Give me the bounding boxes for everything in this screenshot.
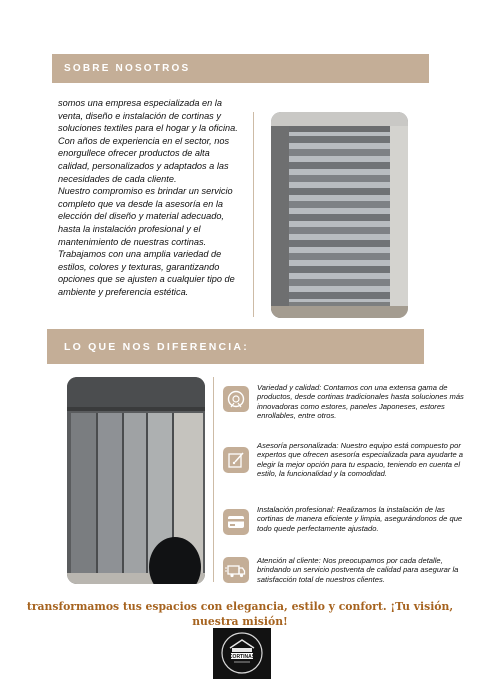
differences-divider: [213, 377, 214, 582]
panel-curtain-photo: [67, 377, 205, 584]
feature-customer-service-text: Atención al cliente: Nos preocupamos por cada detalle, brindando un servicio postventa de calidad para asegurar la satisfacción total de nuestros clientes.: [257, 556, 459, 584]
about-paragraph-1: somos una empresa especializada en la venta, diseño e instalación de cortinas y soluciones textiles para el hogar y la oficina. Con años de experiencia en el sector, nos enorgullece ofrecer productos de alta calidad, personalizados y adaptados a las necesidades de cada cliente.: [58, 98, 238, 184]
blind-stripe: [289, 227, 390, 234]
blind-stripe: [289, 162, 390, 169]
blind-stripe: [289, 136, 390, 143]
about-paragraph-2: Nuestro compromiso es brindar un servicio completo que va desde la asesoría en la elección del diseño y material adecuado, hasta la instalación profesional y el mantenimiento de nuestras cortinas. Trabajamos con una amplia variedad de estilos, colores y texturas, garantizando opciones que se ajusten a cualquier tipo de ambiente y preferencia estética.: [58, 186, 235, 297]
feature-consulting-text: Asesoría personalizada: Nuestro equipo está compuesto por expertos que ofrecen asesoría especializada para ayudarte a elegir la mejor opción para tu espacio, teniendo en cuenta el estilo, la funcionalidad y la comodidad.: [257, 441, 464, 479]
consulting-icon: [223, 447, 249, 473]
blind-stripe: [289, 149, 390, 156]
blind-stripe: [289, 188, 390, 195]
about-heading: SOBRE NOSOTROS: [64, 63, 191, 74]
zebra-blind-photo: [271, 112, 408, 318]
blind-stripe: [289, 253, 390, 260]
variety-quality-icon: [223, 386, 249, 412]
blind-stripe: [289, 201, 390, 208]
feature-installation-text: Instalación profesional: Realizamos la instalación de las cortinas de manera eficiente y limpia, asegurándonos de que todo quede perfectamente ajustado.: [257, 505, 463, 533]
blind-stripe: [289, 214, 390, 221]
blind-stripe: [289, 279, 390, 286]
blind-stripe: [289, 266, 390, 273]
installation-card-icon: [223, 509, 249, 535]
blind-stripe: [289, 292, 390, 299]
blind-stripe: [289, 175, 390, 182]
logo-text: CORTINAS: [228, 654, 256, 660]
delivery-truck-icon: [223, 557, 249, 583]
feature-variety-text: Variedad y calidad: Contamos con una extensa gama de productos, desde cortinas tradicionales hasta soluciones más innovadoras como estores, paneles Japoneses, estores enrollables, entre otros.: [257, 383, 464, 421]
about-text: [58, 97, 243, 299]
tagline: transformamos tus espacios con elegancia, estilo y confort. ¡Tu visión, nuestra misión!: [26, 600, 454, 628]
differences-heading: LO QUE NOS DIFERENCIA:: [64, 341, 249, 353]
company-logo: [213, 628, 271, 679]
blind-stripe: [289, 240, 390, 247]
about-divider: [253, 112, 254, 317]
